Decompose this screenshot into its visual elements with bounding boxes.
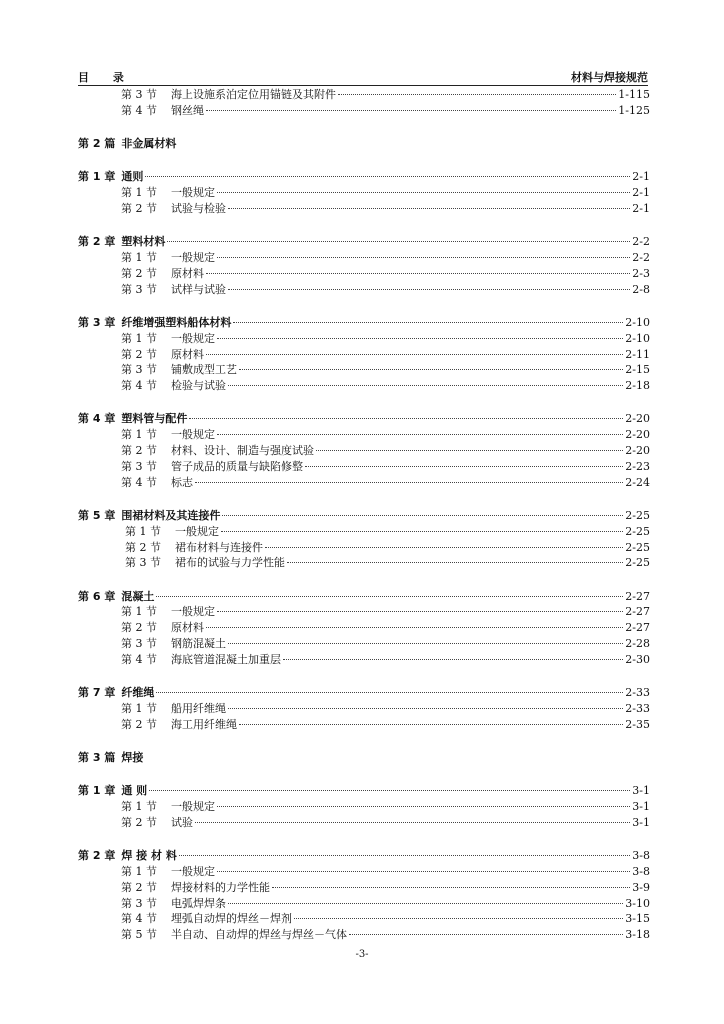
- toc-entry-number: 第 7 章: [78, 686, 116, 700]
- toc-entry-title: 裙布材料与连接件: [175, 540, 263, 554]
- dot-leader: [222, 515, 623, 516]
- toc-entry-title: 检验与试验: [171, 379, 226, 393]
- toc-section-entry[interactable]: [78, 265, 650, 281]
- toc-entry-page: 3-1: [632, 800, 650, 814]
- toc-entry-page: 3-15: [625, 912, 650, 926]
- dot-leader: [228, 208, 630, 209]
- dot-leader: [228, 385, 623, 386]
- dot-leader: [287, 562, 623, 563]
- toc-entry-page: 2-18: [625, 379, 650, 393]
- dot-leader: [233, 322, 623, 323]
- dot-leader: [167, 241, 630, 242]
- dot-leader: [221, 531, 623, 532]
- toc-section-entry[interactable]: [78, 523, 650, 539]
- toc-entry-number: 第 1 节: [121, 701, 157, 715]
- toc-section-entry[interactable]: [78, 442, 650, 458]
- toc-entry-title: 海底管道混凝土加重层: [171, 652, 281, 666]
- toc-section-entry[interactable]: [78, 539, 650, 555]
- toc-entry-number: 第 2 篇: [78, 137, 116, 151]
- dot-leader: [283, 659, 623, 660]
- toc-entry-number: 第 1 节: [121, 186, 157, 200]
- dot-leader: [145, 176, 630, 177]
- toc-section-entry[interactable]: [78, 249, 650, 265]
- toc-entry-page: 2-27: [625, 605, 650, 619]
- toc-entry-title: 塑料材料: [121, 235, 166, 249]
- toc-section-entry[interactable]: [78, 716, 650, 732]
- toc-entry-number: 第 2 节: [125, 540, 161, 554]
- dot-leader: [179, 855, 630, 856]
- toc-entry-title: 混凝土: [121, 589, 155, 603]
- toc-entry-title: 材料、设计、制造与强度试验: [171, 444, 314, 458]
- dot-leader: [228, 289, 630, 290]
- toc-entry-page: 3-10: [625, 896, 650, 910]
- toc-entry-page: 3-8: [632, 849, 650, 863]
- toc-entry-number: 第 1 节: [121, 864, 157, 878]
- dot-leader: [228, 708, 623, 709]
- toc-entry-page: 3-1: [632, 815, 650, 829]
- toc-section-entry[interactable]: [78, 798, 650, 814]
- toc-section-entry[interactable]: [78, 651, 650, 667]
- toc-entry-title: 海工用纤维绳: [171, 717, 237, 731]
- toc-entry-page: 1-125: [618, 103, 650, 117]
- toc-chapter-entry[interactable]: [78, 233, 650, 249]
- toc-entry-page: 2-23: [625, 459, 650, 473]
- toc-entry-page: 2-33: [625, 701, 650, 715]
- header-right-title: 材料与焊接规范: [571, 71, 648, 84]
- toc-entry-number: 第 5 节: [121, 928, 157, 942]
- toc-entry-title: 试验与检验: [171, 201, 226, 215]
- toc-chapter-entry[interactable]: [78, 168, 650, 184]
- toc-entry-title: 纤维增强塑料船体材料: [121, 315, 232, 329]
- toc-entry-number: 第 2 节: [121, 444, 157, 458]
- toc-entry-title: 通 则: [121, 784, 148, 798]
- toc-chapter-entry[interactable]: [78, 507, 650, 523]
- dot-leader: [217, 806, 630, 807]
- toc-spacer: [78, 830, 650, 848]
- toc-entry-page: 3-8: [632, 864, 650, 878]
- toc-section-entry[interactable]: [78, 86, 650, 102]
- toc-section-entry[interactable]: [78, 184, 650, 200]
- dot-leader: [149, 790, 630, 791]
- toc-entry-page: 2-27: [625, 621, 650, 635]
- toc-section-entry[interactable]: [78, 926, 650, 942]
- toc-entry-title: 焊接: [121, 751, 144, 764]
- toc-entry-number: 第 3 节: [121, 282, 157, 296]
- dot-leader: [294, 918, 623, 919]
- toc-section-entry[interactable]: [78, 330, 650, 346]
- dot-leader: [239, 369, 623, 370]
- toc-entry-title: 一般规定: [171, 251, 215, 265]
- dot-leader: [189, 418, 623, 419]
- toc-entry-page: 2-33: [625, 686, 650, 700]
- toc-entry-title: 电弧焊焊条: [171, 896, 226, 910]
- dot-leader: [206, 110, 616, 111]
- toc-entry-page: 2-15: [625, 363, 650, 377]
- toc-section-entry[interactable]: [78, 426, 650, 442]
- toc-entry-title: 一般规定: [171, 331, 215, 345]
- toc-entry-page: 2-20: [625, 444, 650, 458]
- toc-entry-page: 2-27: [625, 589, 650, 603]
- dot-leader: [316, 450, 623, 451]
- header-left-title: 目 录: [78, 71, 134, 84]
- toc-entry-title: 原材料: [171, 347, 204, 361]
- page-header: [78, 67, 648, 86]
- dot-leader: [206, 627, 623, 628]
- toc-entry-title: 海上设施系泊定位用锚链及其附件: [171, 88, 336, 101]
- dot-leader: [217, 257, 630, 258]
- toc-entry-page: 2-1: [632, 186, 650, 200]
- toc-entry-title: 管子成品的质量与缺陷修整: [171, 459, 303, 473]
- toc-entry-page: 3-9: [632, 880, 650, 894]
- toc-spacer: [78, 667, 650, 685]
- toc-entry-title: 埋弧自动焊的焊丝－焊剂: [171, 912, 292, 926]
- dot-leader: [217, 338, 623, 339]
- toc-entry-title: 焊接材料的力学性能: [171, 880, 270, 894]
- toc-entry-number: 第 4 节: [121, 379, 157, 393]
- toc-section-entry[interactable]: [78, 879, 650, 895]
- dot-leader: [239, 724, 623, 725]
- toc-entry-number: 第 3 章: [78, 315, 116, 329]
- toc-chapter-entry[interactable]: [78, 847, 650, 863]
- toc-entry-number: 第 3 节: [121, 637, 157, 651]
- toc-spacer: [78, 732, 650, 750]
- toc-entry-page: 2-10: [625, 331, 650, 345]
- toc-entry-number: 第 3 节: [121, 88, 157, 101]
- dot-leader: [206, 354, 623, 355]
- dot-leader: [228, 903, 623, 904]
- dot-leader: [338, 94, 616, 95]
- toc-entry-title: 船用纤维绳: [171, 701, 226, 715]
- toc-section-entry[interactable]: [78, 458, 650, 474]
- toc-entry-number: 第 3 节: [125, 556, 161, 570]
- toc-entry-title: 试验: [171, 815, 193, 829]
- toc-entry-page: 2-35: [625, 717, 650, 731]
- toc-section-entry[interactable]: [78, 474, 650, 490]
- toc-entry-page: 2-25: [625, 540, 650, 554]
- toc-entry-number: 第 1 节: [121, 331, 157, 345]
- toc-entry-title: 半自动、自动焊的焊丝与焊丝－气体: [171, 928, 347, 942]
- dot-leader: [195, 482, 623, 483]
- toc-entry-title: 围裙材料及其连接件: [121, 508, 221, 522]
- dot-leader: [349, 934, 623, 935]
- dot-leader: [206, 273, 630, 274]
- toc-section-entry[interactable]: [78, 377, 650, 393]
- dot-leader: [228, 643, 623, 644]
- toc-chapter-entry[interactable]: [78, 684, 650, 700]
- toc-entry-page: 2-8: [632, 282, 650, 296]
- toc-entry-title: 纤维绳: [121, 686, 155, 700]
- toc-entry-page: 3-18: [625, 928, 650, 942]
- toc-entry-number: 第 2 节: [121, 347, 157, 361]
- toc-entry-title: 裙布的试验与力学性能: [175, 556, 285, 570]
- toc-entry-number: 第 4 节: [121, 912, 157, 926]
- toc-section-entry[interactable]: [78, 635, 650, 651]
- toc-entry-page: 2-30: [625, 652, 650, 666]
- toc-entry-number: 第 1 节: [121, 605, 157, 619]
- toc-chapter-entry[interactable]: [78, 782, 650, 798]
- toc-entry-page: 2-25: [625, 508, 650, 522]
- toc-spacer: [78, 765, 650, 783]
- dot-leader: [195, 822, 630, 823]
- toc-entry-number: 第 1 节: [121, 428, 157, 442]
- toc-section-entry[interactable]: [78, 346, 650, 362]
- dot-leader: [156, 596, 623, 597]
- table-of-contents: [78, 86, 650, 942]
- dot-leader: [217, 434, 623, 435]
- toc-spacer: [78, 296, 650, 314]
- toc-entry-title: 试样与试验: [171, 282, 226, 296]
- dot-leader: [217, 871, 630, 872]
- toc-entry-page: 3-1: [632, 784, 650, 798]
- toc-section-entry[interactable]: [78, 281, 650, 297]
- toc-entry-page: 2-1: [632, 201, 650, 215]
- toc-entry-page: 2-11: [625, 347, 650, 361]
- toc-section-entry[interactable]: [78, 619, 650, 635]
- toc-entry-page: 2-25: [625, 524, 650, 538]
- toc-spacer: [78, 216, 650, 234]
- toc-part-entry[interactable]: [78, 135, 650, 151]
- page-number: -3-: [355, 949, 369, 960]
- toc-entry-number: 第 2 节: [121, 201, 157, 215]
- toc-entry-page: 2-2: [632, 251, 650, 265]
- toc-entry-number: 第 6 章: [78, 589, 116, 603]
- toc-entry-title: 通则: [121, 170, 144, 184]
- dot-leader: [305, 466, 623, 467]
- toc-entry-title: 一般规定: [171, 605, 215, 619]
- toc-section-entry[interactable]: [78, 814, 650, 830]
- toc-entry-number: 第 2 章: [78, 235, 116, 249]
- toc-entry-number: 第 2 节: [121, 815, 157, 829]
- dot-leader: [272, 887, 630, 888]
- toc-entry-title: 非金属材料: [121, 137, 177, 151]
- toc-entry-number: 第 1 节: [125, 524, 161, 538]
- toc-entry-number: 第 2 节: [121, 880, 157, 894]
- dot-leader: [265, 547, 623, 548]
- toc-section-entry[interactable]: [78, 554, 650, 570]
- toc-spacer: [78, 393, 650, 411]
- toc-entry-page: 2-3: [632, 266, 650, 280]
- toc-spacer: [78, 151, 650, 169]
- toc-section-entry[interactable]: [78, 895, 650, 911]
- toc-entry-number: 第 2 节: [121, 717, 157, 731]
- toc-entry-number: 第 3 节: [121, 896, 157, 910]
- toc-entry-number: 第 2 节: [121, 266, 157, 280]
- toc-entry-number: 第 3 节: [121, 363, 157, 377]
- toc-entry-number: 第 5 章: [78, 508, 116, 522]
- toc-entry-title: 钢丝绳: [171, 103, 204, 117]
- toc-chapter-entry[interactable]: [78, 588, 650, 604]
- toc-entry-title: 一般规定: [171, 800, 215, 814]
- toc-part-entry[interactable]: [78, 749, 650, 765]
- toc-entry-title: 原材料: [171, 621, 204, 635]
- toc-entry-title: 铺敷成型工艺: [171, 363, 237, 377]
- toc-entry-page: 2-25: [625, 556, 650, 570]
- toc-entry-title: 塑料管与配件: [121, 412, 188, 426]
- toc-entry-number: 第 4 节: [121, 475, 157, 489]
- toc-entry-number: 第 1 节: [121, 800, 157, 814]
- toc-entry-title: 焊 接 材 料: [121, 849, 177, 863]
- toc-entry-number: 第 4 节: [121, 103, 157, 117]
- toc-entry-title: 一般规定: [171, 864, 215, 878]
- toc-entry-title: 钢筋混凝土: [171, 637, 226, 651]
- dot-leader: [217, 611, 623, 612]
- toc-section-entry[interactable]: [78, 603, 650, 619]
- toc-section-entry[interactable]: [78, 863, 650, 879]
- toc-entry-number: 第 4 章: [78, 412, 116, 426]
- toc-entry-title: 原材料: [171, 266, 204, 280]
- toc-chapter-entry[interactable]: [78, 314, 650, 330]
- toc-section-entry[interactable]: [78, 700, 650, 716]
- toc-section-entry[interactable]: [78, 910, 650, 926]
- toc-entry-title: 一般规定: [175, 524, 219, 538]
- toc-entry-title: 一般规定: [171, 428, 215, 442]
- toc-entry-number: 第 1 节: [121, 251, 157, 265]
- toc-spacer: [78, 570, 650, 588]
- toc-entry-page: 2-24: [625, 475, 650, 489]
- toc-section-entry[interactable]: [78, 361, 650, 377]
- toc-entry-number: 第 2 章: [78, 849, 116, 863]
- toc-entry-page: 1-115: [618, 88, 650, 101]
- toc-entry-page: 2-2: [632, 235, 650, 249]
- toc-entry-title: 标志: [171, 475, 193, 489]
- toc-entry-page: 2-10: [625, 315, 650, 329]
- toc-entry-number: 第 2 节: [121, 621, 157, 635]
- toc-entry-number: 第 3 篇: [78, 751, 116, 764]
- toc-entry-number: 第 4 节: [121, 652, 157, 666]
- toc-section-entry[interactable]: [78, 200, 650, 216]
- toc-entry-number: 第 1 章: [78, 784, 116, 798]
- toc-chapter-entry[interactable]: [78, 410, 650, 426]
- toc-spacer: [78, 489, 650, 507]
- dot-leader: [156, 692, 623, 693]
- toc-entry-page: 2-1: [632, 170, 650, 184]
- toc-spacer: [78, 118, 650, 136]
- dot-leader: [217, 192, 630, 193]
- toc-entry-page: 2-20: [625, 412, 650, 426]
- toc-entry-number: 第 1 章: [78, 170, 116, 184]
- toc-entry-page: 2-20: [625, 428, 650, 442]
- toc-entry-page: 2-28: [625, 637, 650, 651]
- toc-section-entry[interactable]: [78, 102, 650, 118]
- toc-entry-title: 一般规定: [171, 186, 215, 200]
- toc-entry-number: 第 3 节: [121, 459, 157, 473]
